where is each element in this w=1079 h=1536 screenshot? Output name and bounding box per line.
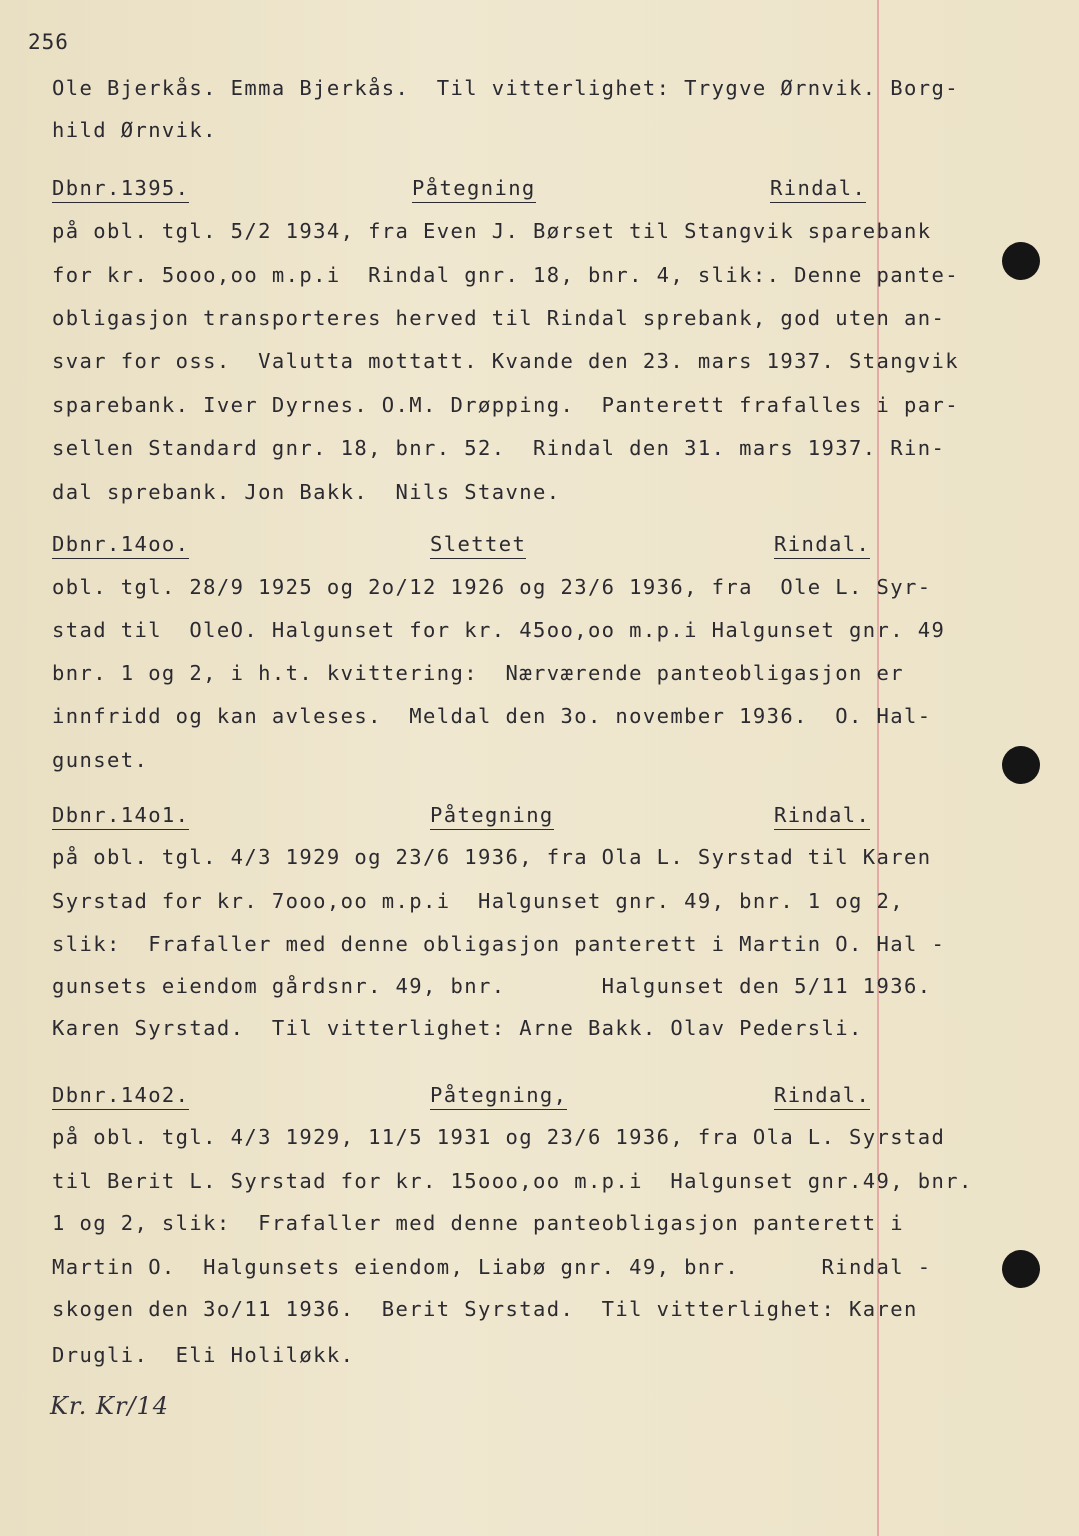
text-line: 1 og 2, slik: Frafaller med denne panteobligasjon panterett i xyxy=(52,1211,905,1235)
text-line: på obl. tgl. 4/3 1929, 11/5 1931 og 23/6 1936, fra Ola L. Syrstad xyxy=(52,1125,946,1149)
text-line: stad til OleO. Halgunset for kr. 45oo,oo m.p.i Halgunset gnr. 49 xyxy=(52,618,946,642)
entry-type: Påtegning xyxy=(412,178,536,203)
entry-place: Rindal. xyxy=(774,1085,870,1110)
entry-place: Rindal. xyxy=(770,178,866,203)
text-line: Ole Bjerkås. Emma Bjerkås. Til vitterlighet: Trygve Ørnvik. Borg- xyxy=(52,76,959,100)
text-line: innfridd og kan avleses. Meldal den 3o. november 1936. O. Hal- xyxy=(52,704,932,728)
entry-type: Påtegning, xyxy=(430,1085,567,1110)
text-line: til Berit L. Syrstad for kr. 15ooo,oo m.p.i Halgunset gnr.49, bnr. xyxy=(52,1169,973,1193)
text-line: for kr. 5ooo,oo m.p.i Rindal gnr. 18, bnr. 4, slik:. Denne pante- xyxy=(52,263,959,287)
page-number: 256 xyxy=(28,30,69,54)
text-line: skogen den 3o/11 1936. Berit Syrstad. Til vitterlighet: Karen xyxy=(52,1297,918,1321)
entry-type: Slettet xyxy=(430,534,526,559)
handwritten-signature: Kr. Kr/14 xyxy=(50,1392,170,1420)
punch-hole xyxy=(1002,1250,1040,1288)
text-line: gunsets eiendom gårdsnr. 49, bnr. Halgunset den 5/11 1936. xyxy=(52,974,932,998)
text-line: sellen Standard gnr. 18, bnr. 52. Rindal den 31. mars 1937. Rin- xyxy=(52,436,946,460)
entry-heading xyxy=(52,805,882,833)
entry-heading xyxy=(52,534,882,562)
entry-number: Dbnr.14o2. xyxy=(52,1085,189,1110)
text-line: sparebank. Iver Dyrnes. O.M. Drøpping. Panterett frafalles i par- xyxy=(52,393,959,417)
text-line: Karen Syrstad. Til vitterlighet: Arne Bakk. Olav Pedersli. xyxy=(52,1016,863,1040)
text-line: gunset. xyxy=(52,748,149,772)
text-line: Drugli. Eli Holiløkk. xyxy=(52,1343,355,1367)
text-line: Syrstad for kr. 7ooo,oo m.p.i Halgunset gnr. 49, bnr. 1 og 2, xyxy=(52,889,905,913)
entry-heading xyxy=(52,178,882,206)
text-line: obl. tgl. 28/9 1925 og 2o/12 1926 og 23/6 1936, fra Ole L. Syr- xyxy=(52,575,932,599)
text-line: Martin O. Halgunsets eiendom, Liabø gnr. 49, bnr. Rindal - xyxy=(52,1255,932,1279)
entry-type: Påtegning xyxy=(430,805,554,830)
text-line: slik: Frafaller med denne obligasjon panterett i Martin O. Hal - xyxy=(52,932,946,956)
text-line: bnr. 1 og 2, i h.t. kvittering: Nærværende panteobligasjon er xyxy=(52,661,905,685)
entry-number: Dbnr.14o1. xyxy=(52,805,189,830)
text-line: obligasjon transporteres herved til Rindal sprebank, god uten an- xyxy=(52,306,946,330)
text-line: hild Ørnvik. xyxy=(52,118,217,142)
entry-number: Dbnr.1395. xyxy=(52,178,189,203)
text-line: svar for oss. Valutta mottatt. Kvande den 23. mars 1937. Stangvik xyxy=(52,349,959,373)
entry-place: Rindal. xyxy=(774,534,870,559)
entry-heading xyxy=(52,1085,882,1113)
text-line: på obl. tgl. 4/3 1929 og 23/6 1936, fra Ola L. Syrstad til Karen xyxy=(52,845,932,869)
text-line: dal sprebank. Jon Bakk. Nils Stavne. xyxy=(52,480,561,504)
text-line: på obl. tgl. 5/2 1934, fra Even J. Børset til Stangvik sparebank xyxy=(52,219,932,243)
punch-hole xyxy=(1002,746,1040,784)
entry-place: Rindal. xyxy=(774,805,870,830)
entry-number: Dbnr.14oo. xyxy=(52,534,189,559)
punch-hole xyxy=(1002,242,1040,280)
